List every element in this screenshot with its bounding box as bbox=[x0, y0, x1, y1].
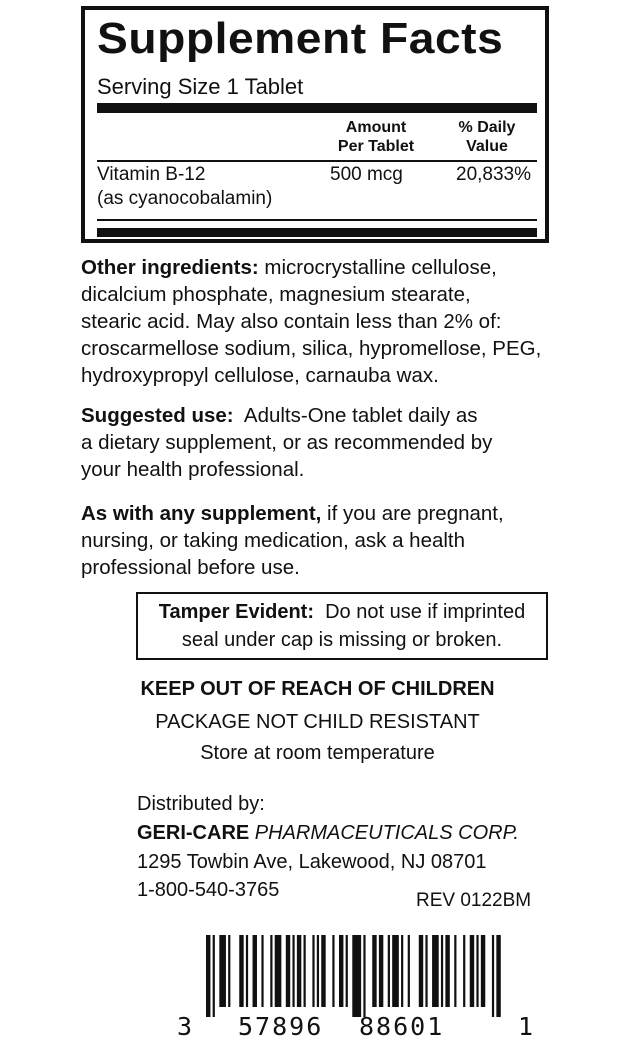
barcode-bar bbox=[441, 935, 443, 1007]
barcode-bar bbox=[372, 935, 376, 1007]
supplement-warning bbox=[81, 500, 551, 581]
barcode-bar bbox=[317, 935, 319, 1007]
other-ingredients-text-1: microcrystalline cellulose, bbox=[258, 256, 497, 279]
barcode-bar bbox=[219, 935, 226, 1007]
barcode-bar bbox=[297, 935, 301, 1007]
distributor-address: 1295 Towbin Ave, Lakewood, NJ 08701 bbox=[137, 851, 487, 873]
divider-thin-bottom bbox=[97, 219, 537, 221]
barcode-bar bbox=[432, 935, 439, 1007]
barcode-bar bbox=[346, 935, 348, 1007]
barcode-bar bbox=[206, 935, 210, 1017]
barcode-digit-right: 1 bbox=[518, 1012, 536, 1041]
barcode-bar bbox=[270, 935, 272, 1007]
barcode-bar bbox=[445, 935, 449, 1007]
divider-thick bbox=[97, 103, 537, 113]
barcode-bar bbox=[213, 935, 215, 1017]
barcode-bar bbox=[481, 935, 485, 1007]
tamper-label: Tamper Evident: bbox=[158, 601, 314, 623]
nutrient-amount: 500 mcg bbox=[330, 164, 403, 185]
keep-out-notice: KEEP OUT OF REACH OF CHILDREN bbox=[140, 678, 495, 700]
barcode-bar bbox=[425, 935, 427, 1007]
barcode-bar bbox=[253, 935, 257, 1007]
nutrient-name bbox=[97, 163, 272, 211]
barcode-bar bbox=[492, 935, 494, 1017]
barcode-bar bbox=[352, 935, 361, 1017]
barcode-bar bbox=[286, 935, 290, 1007]
facts-title: Supplement Facts bbox=[97, 14, 504, 63]
barcode-bar bbox=[312, 935, 314, 1007]
barcode-image bbox=[206, 935, 503, 1017]
barcode-bar bbox=[392, 935, 399, 1007]
barcode-bar bbox=[275, 935, 282, 1007]
suggested-use-text-2: a dietary supplement, or as recommended by bbox=[81, 431, 493, 454]
divider-thick-bottom bbox=[97, 228, 537, 237]
distributor-phone: 1-800-540-3765 bbox=[137, 879, 280, 901]
tamper-text-2: seal under cap is missing or broken. bbox=[181, 629, 503, 651]
other-ingredients bbox=[81, 254, 551, 389]
barcode-bar bbox=[321, 935, 325, 1007]
barcode-bar bbox=[292, 935, 294, 1007]
barcode-bar bbox=[496, 935, 500, 1017]
barcode-bar bbox=[228, 935, 230, 1007]
warning-text-1: if you are pregnant, bbox=[321, 502, 504, 525]
barcode-group-1: 57896 bbox=[238, 1012, 324, 1041]
barcode-bar bbox=[261, 935, 263, 1007]
nutrient-daily-value: 20,833% bbox=[456, 164, 532, 185]
daily-value-header bbox=[437, 118, 537, 156]
barcode-bar bbox=[246, 935, 248, 1007]
dv-header-line2: Value bbox=[466, 138, 508, 155]
other-ingredients-text-4: croscarmellose sodium, silica, hypromellose, PEG, bbox=[81, 337, 542, 360]
other-ingredients-text-3: stearic acid. May also contain less than 2% of: bbox=[81, 310, 502, 333]
package-notice: PACKAGE NOT CHILD RESISTANT bbox=[155, 711, 480, 733]
other-ingredients-text-5: hydroxypropyl cellulose, carnauba wax. bbox=[81, 364, 439, 387]
tamper-text-1: Do not use if imprinted bbox=[314, 601, 526, 623]
distributor-company bbox=[137, 822, 519, 845]
distributed-by-label: Distributed by: bbox=[137, 793, 265, 815]
nutrient-name-line1: Vitamin B-12 bbox=[97, 164, 206, 185]
barcode-bar bbox=[476, 935, 478, 1007]
barcode-bar bbox=[401, 935, 403, 1007]
company-name-italic: PHARMACEUTICALS CORP. bbox=[249, 822, 519, 844]
suggested-use bbox=[81, 402, 551, 483]
suggested-use-text-3: your health professional. bbox=[81, 458, 305, 481]
amount-header-line2: Per Tablet bbox=[337, 138, 415, 155]
barcode-bar bbox=[408, 935, 410, 1007]
warning-label: As with any supplement, bbox=[81, 502, 322, 525]
amount-header-line1: Amount bbox=[345, 119, 407, 136]
barcode-bar bbox=[419, 935, 423, 1007]
company-name-bold: GERI-CARE bbox=[137, 822, 250, 844]
barcode-bar bbox=[239, 935, 243, 1007]
barcode-bar bbox=[463, 935, 465, 1007]
serving-size: Serving Size 1 Tablet bbox=[97, 74, 304, 99]
barcode-digit-left: 3 bbox=[177, 1012, 195, 1041]
warning-text-3: professional before use. bbox=[81, 556, 300, 579]
barcode-bar bbox=[363, 935, 365, 1017]
barcode-group-2: 88601 bbox=[359, 1012, 445, 1041]
warning-text-2: nursing, or taking medication, ask a health bbox=[81, 529, 466, 552]
revision-code: REV 0122BM bbox=[416, 890, 532, 911]
nutrient-name-line2: (as cyanocobalamin) bbox=[97, 188, 273, 209]
suggested-use-label: Suggested use: bbox=[81, 404, 234, 427]
amount-header bbox=[321, 118, 431, 156]
barcode-bar bbox=[332, 935, 334, 1007]
barcode-bar bbox=[379, 935, 383, 1007]
barcode-bar bbox=[454, 935, 456, 1007]
suggested-use-text-1: Adults-One tablet daily as bbox=[233, 404, 478, 427]
storage-notice: Store at room temperature bbox=[200, 742, 435, 764]
barcode-bar bbox=[339, 935, 343, 1007]
tamper-evident-box bbox=[136, 592, 548, 660]
divider-thin bbox=[97, 160, 537, 162]
other-ingredients-label: Other ingredients: bbox=[81, 256, 259, 279]
dv-header-line1: % Daily bbox=[458, 119, 516, 136]
supplement-facts-panel bbox=[81, 6, 549, 243]
barcode-bar bbox=[470, 935, 474, 1007]
barcode-bar bbox=[304, 935, 306, 1007]
other-ingredients-text-2: dicalcium phosphate, magnesium stearate, bbox=[81, 283, 471, 306]
barcode-bar bbox=[388, 935, 390, 1007]
